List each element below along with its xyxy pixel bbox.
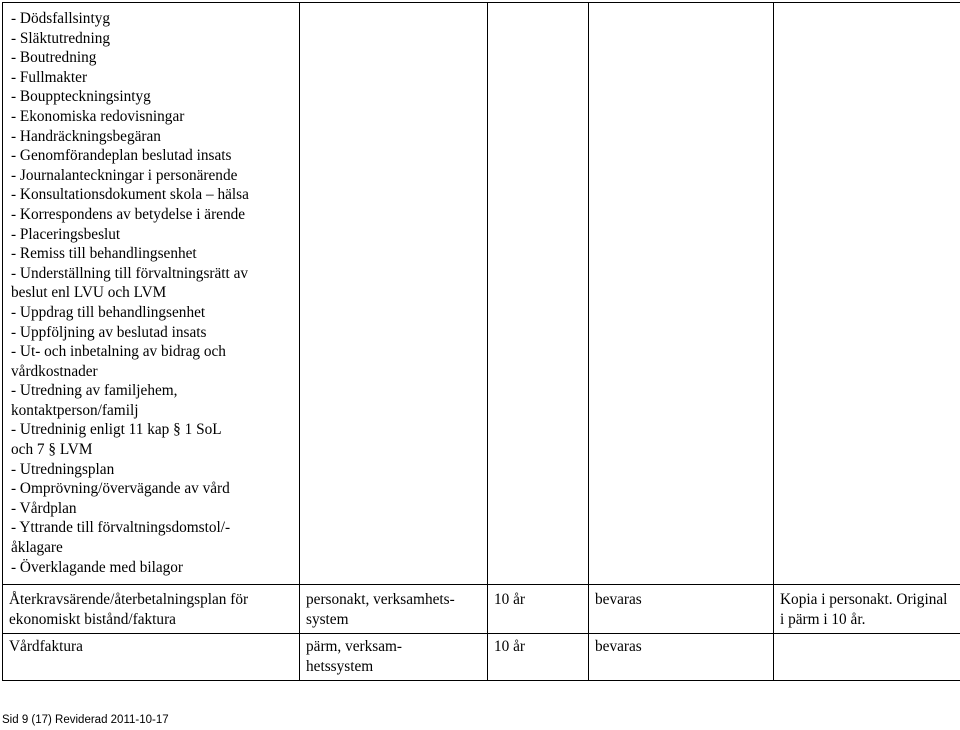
document-list-item: - Utredning av familjehem, — [11, 382, 178, 400]
document-list-item: vårdkostnader — [11, 362, 98, 380]
document-type-cell — [3, 634, 300, 681]
document-list-item: - Dödsfallsintyg — [11, 10, 110, 27]
action-value: bevaras — [595, 638, 642, 656]
document-list-item: - Vårdplan — [11, 499, 77, 517]
document-list-item: - Remiss till behandlingsenhet — [11, 245, 197, 263]
document-type-cell — [3, 585, 300, 634]
document-list-item: - Utredningsplan — [11, 460, 115, 478]
note-cell — [774, 634, 960, 681]
document-list-item: - Yttrande till förvaltningsdomstol/- — [11, 519, 231, 537]
storage-line: personakt, verksamhets- — [306, 591, 455, 608]
document-list-item: - Ekonomiska redovisningar — [11, 107, 185, 125]
document-list-item: och 7 § LVM — [11, 441, 93, 459]
document-type-line: Återkravsärende/återbetalningsplan för — [9, 591, 249, 608]
document-list-item: - Utredninig enligt 11 kap § 1 SoL — [11, 421, 222, 439]
document-list-item: - Placeringsbeslut — [11, 225, 121, 243]
table-row — [3, 3, 960, 585]
note-line: i pärm i 10 år. — [780, 610, 866, 628]
storage-line: pärm, verksam- — [306, 638, 402, 656]
retention-cell — [488, 634, 589, 681]
retention-value: 10 år — [494, 638, 526, 656]
document-list-item: - Handräckningsbegäran — [11, 127, 161, 145]
document-type-line: Vårdfaktura — [9, 638, 83, 656]
document-list-item: - Omprövning/övervägande av vård — [11, 480, 230, 498]
document-list-item: - Överklagande med bilagor — [11, 558, 184, 576]
document-list-item: - Uppdrag till behandlingsenhet — [11, 303, 206, 321]
document-type-line: ekonomiskt bistånd/faktura — [9, 610, 176, 628]
retention-value: 10 år — [494, 591, 526, 608]
storage-cell — [300, 3, 488, 585]
table-row — [3, 634, 960, 681]
action-cell — [589, 3, 774, 585]
note-cell — [774, 585, 960, 634]
document-list — [11, 9, 293, 577]
action-value: bevaras — [595, 591, 642, 608]
retention-cell — [488, 3, 589, 585]
action-cell — [589, 634, 774, 681]
storage-line: hetssystem — [306, 657, 374, 675]
document-list-item: - Ut- och inbetalning av bidrag och — [11, 343, 226, 361]
storage-cell — [300, 634, 488, 681]
document-list-item: - Boutredning — [11, 49, 97, 67]
document-list-item: - Släktutredning — [11, 29, 110, 47]
records-table — [2, 2, 960, 681]
retention-cell — [488, 585, 589, 634]
document-list-item: - Journalanteckningar i personärende — [11, 166, 238, 184]
document-list-item: - Uppföljning av beslutad insats — [11, 323, 207, 341]
action-cell — [589, 585, 774, 634]
document-list-item: - Genomförandeplan beslutad insats — [11, 147, 232, 165]
storage-cell — [300, 585, 488, 634]
note-cell — [774, 3, 960, 585]
table-row — [3, 585, 960, 634]
document-list-item: kontaktperson/familj — [11, 401, 139, 419]
document-list-item: åklagare — [11, 539, 63, 557]
storage-line: system — [306, 610, 349, 628]
document-list-item: - Underställning till förvaltningsrätt av — [11, 264, 249, 282]
document-list-item: - Korrespondens av betydelse i ärende — [11, 205, 246, 223]
document-list-item: - Bouppteckningsintyg — [11, 88, 151, 106]
document-list-cell — [3, 3, 300, 585]
document-list-item: beslut enl LVU och LVM — [11, 284, 167, 302]
document-list-item: - Konsultationsdokument skola – hälsa — [11, 186, 249, 204]
document-list-item: - Fullmakter — [11, 68, 88, 86]
page-footer: Sid 9 (17) Reviderad 2011-10-17 — [2, 714, 169, 726]
note-line: Kopia i personakt. Original — [780, 591, 948, 608]
